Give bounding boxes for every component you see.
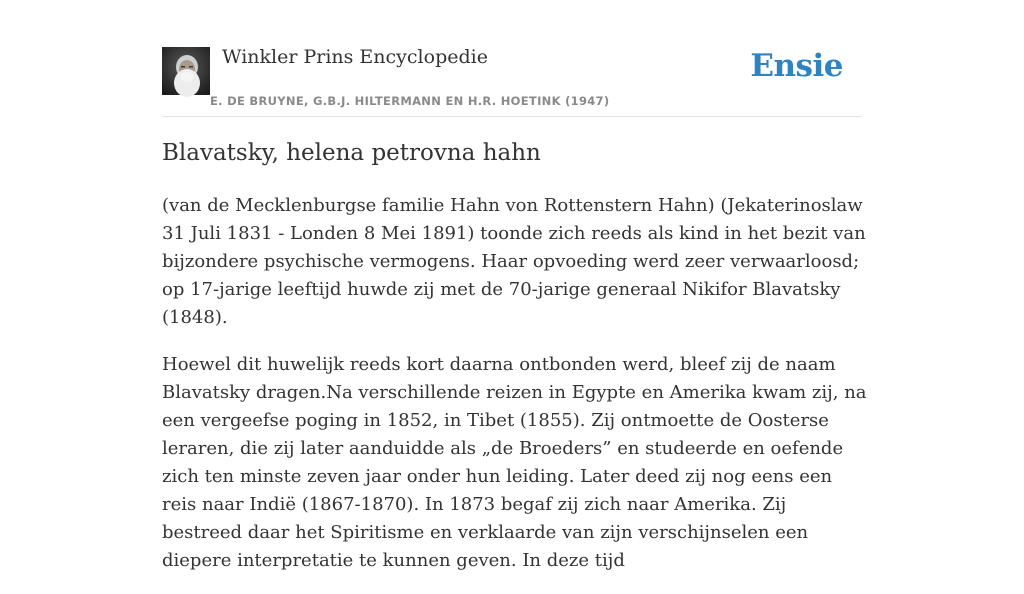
article-paragraph: Hoewel dit huwelijk reeds kort daarna ontbonden werd, bleef zij de naam Blavatsky dragen.Na verschillende reizen in Egypte en Amerika kwam zij, na een vergeefse poging in 1852, in Tibet (1855). Zij ontmoette de Oosterse leraren, die zij later aanduidde als „de Broeders” en studeerde en oefende zich ten minste zeven jaar onder hun leiding. Later deed zij nog eens een reis naar Indië (1867-1870). In 1873 begaf zij zich naar Amerika. Zij bestreed daar het Spiritisme en verklaarde van zijn verschijnselen een diepere interpretatie te kunnen geven. In deze tijd <box>162 354 867 571</box>
article-title: Blavatsky, helena petrovna hahn <box>162 140 541 166</box>
article-paragraph: (van de Mecklenburgse familie Hahn von Rottenstern Hahn) (Jekaterinoslaw 31 Juli 1831 - Londen 8 Mei 1891) toonde zich reeds als kind in het bezit van bijzondere psychische vermogens. Haar opvoeding werd zeer verwaarloosd; op 17-jarige leeftijd huwde zij met de 70-jarige generaal Nikifor Blavatsky (1848). <box>162 195 866 328</box>
source-authors: E. DE BRUYNE, G.B.J. HILTERMANN EN H.R. HOETINK (1947) <box>210 94 610 108</box>
brand-logo-link[interactable]: Ensie <box>750 48 843 84</box>
source-title[interactable]: Winkler Prins Encyclopedie <box>222 46 488 68</box>
author-portrait-icon[interactable] <box>162 47 210 95</box>
source-header <box>162 40 862 117</box>
article-body <box>162 192 867 594</box>
